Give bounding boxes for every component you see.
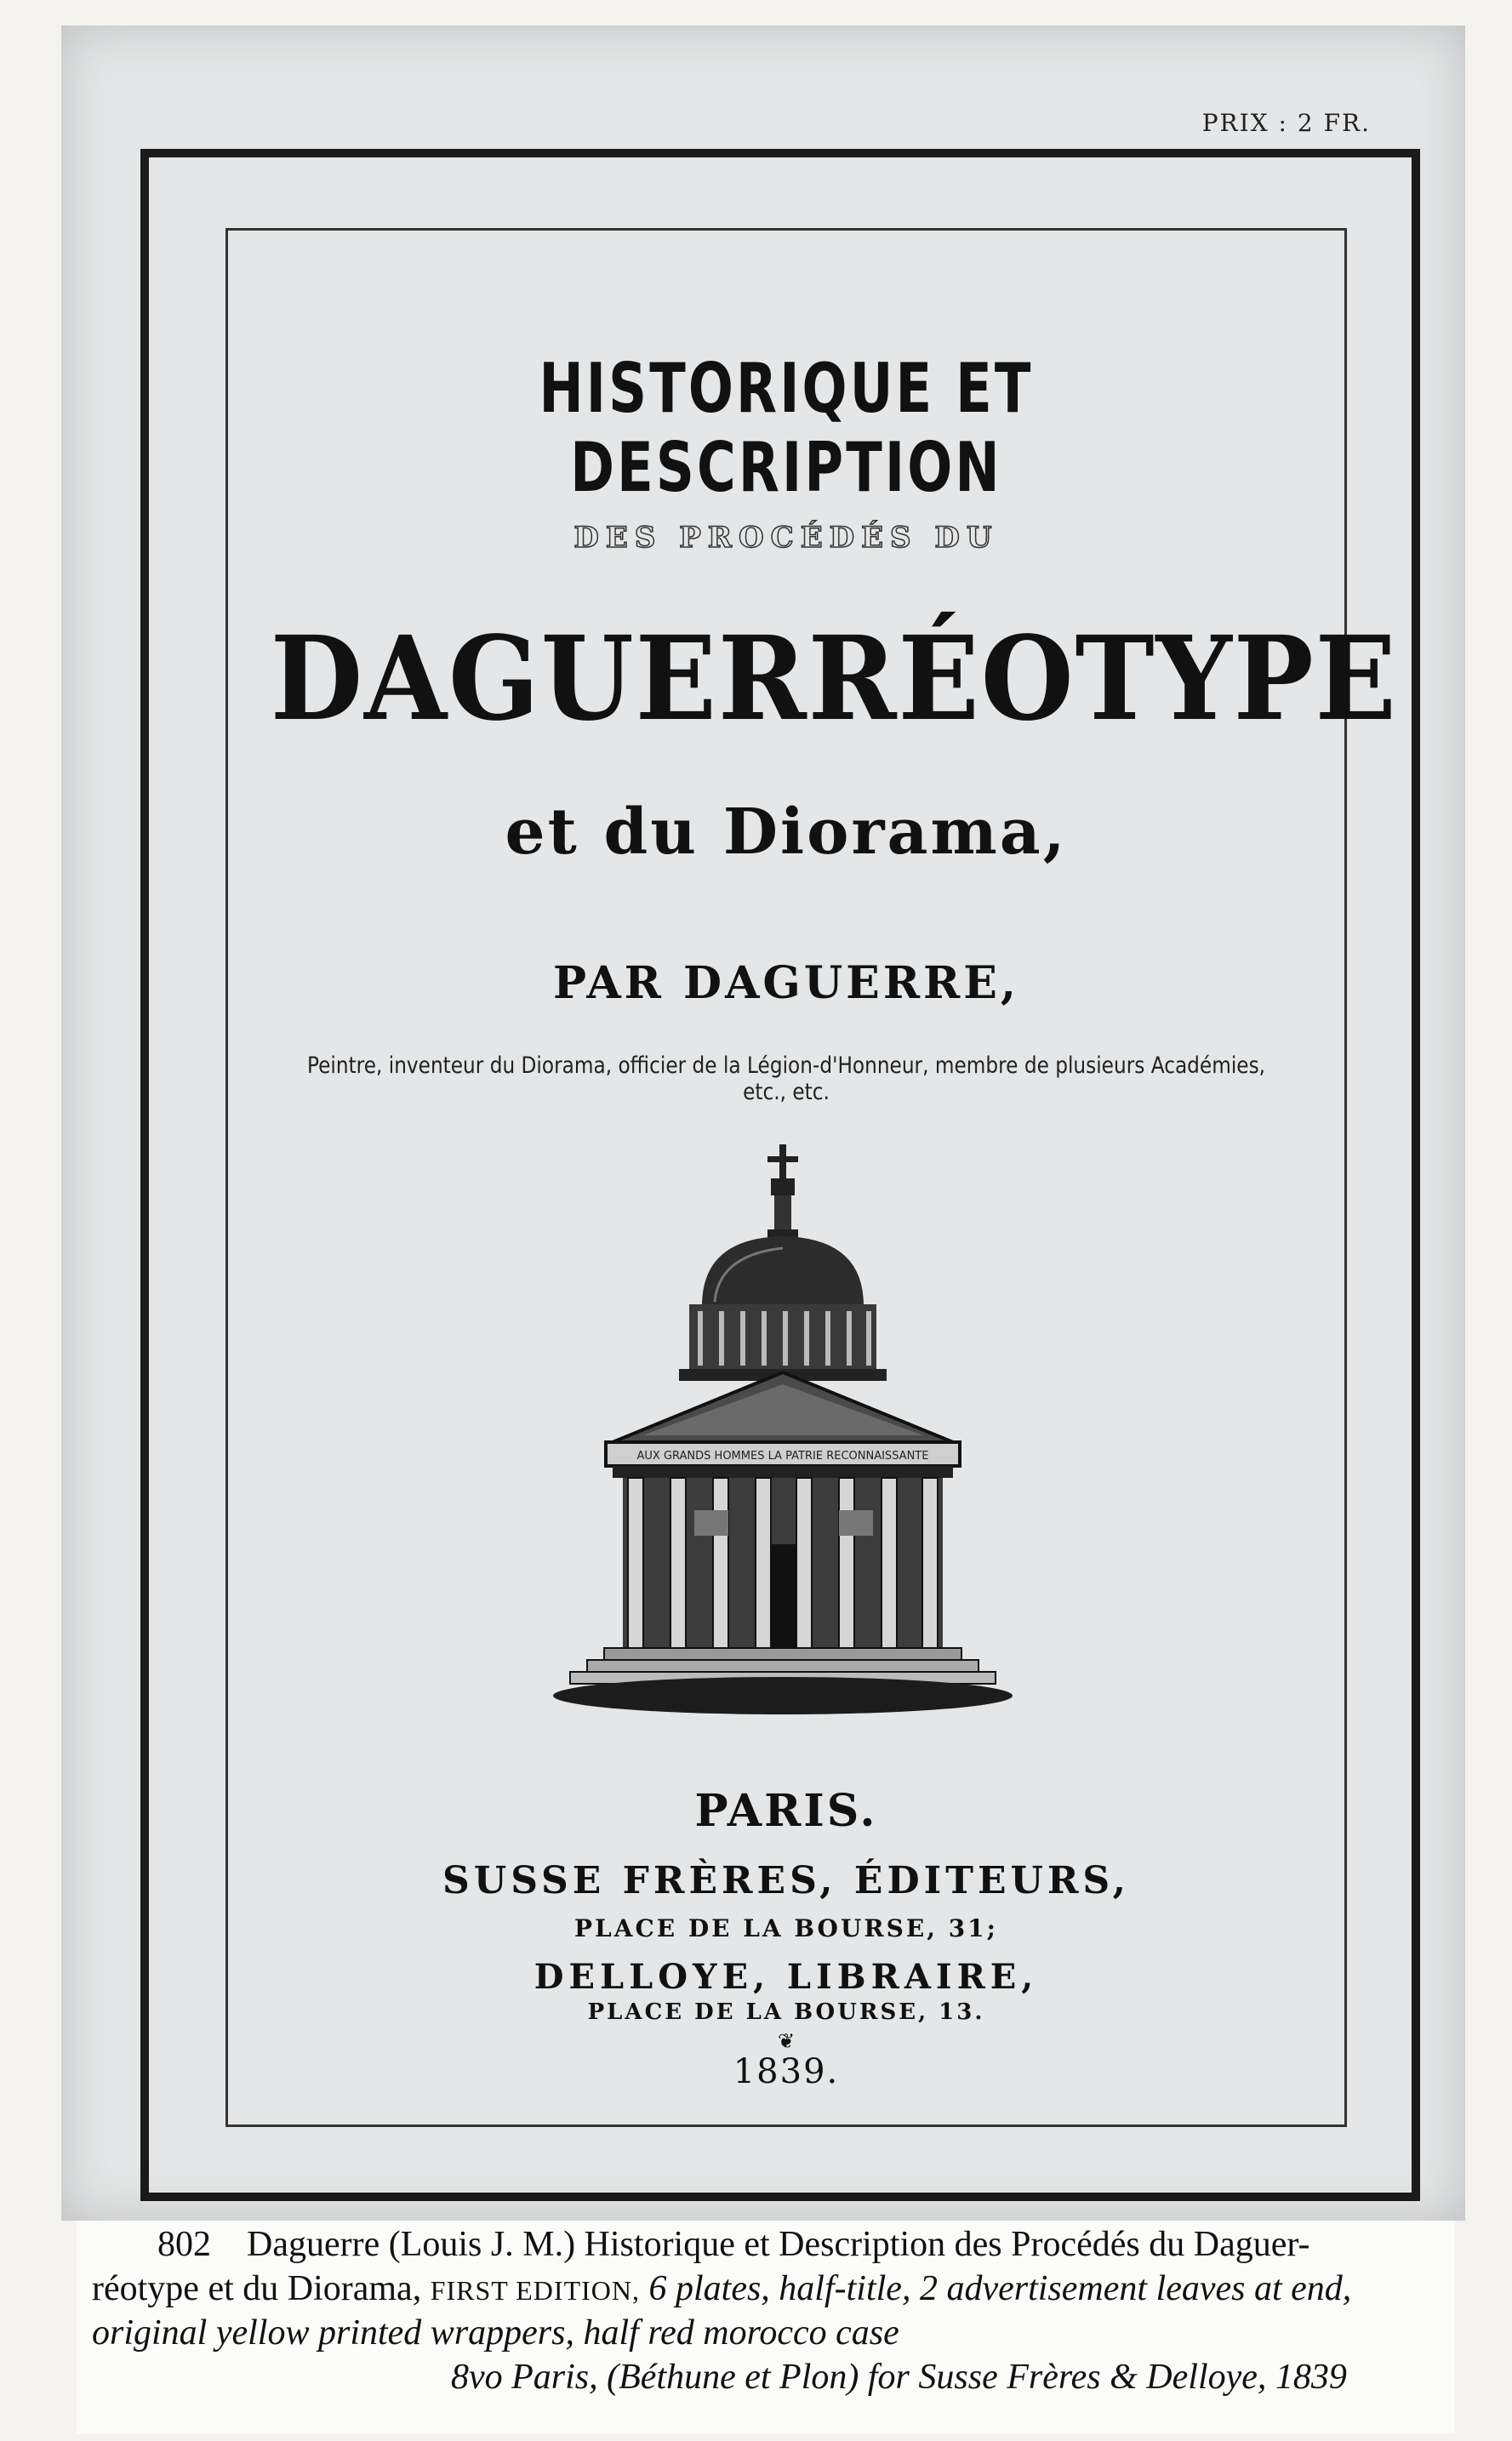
title-diorama: et du Diorama,: [505, 796, 1068, 869]
publisher-susse-address: PLACE DE LA BOURSE, 31;: [574, 1914, 998, 1942]
caption-line-4: 8vo Paris, (Béthune et Plon) for Susse Frères & Delloye, 1839: [451, 2358, 1347, 2397]
pantheon-engraving: [545, 1144, 1021, 1723]
caption-line-1: [157, 2224, 1309, 2265]
publisher-susse: SUSSE FRÈRES, ÉDITEURS,: [442, 1859, 1130, 1902]
title-line-1: HISTORIQUE ET DESCRIPTION: [539, 349, 1034, 507]
caption-line-3: original yellow printed wrappers, half red morocco case: [92, 2313, 899, 2353]
fleuron-icon: ❦: [777, 2029, 796, 2053]
catalogue-caption: [77, 2221, 1455, 2433]
ground-shadow: [553, 1677, 1013, 1714]
publication-year: 1839.: [733, 2052, 840, 2091]
lot-number: 802: [157, 2225, 211, 2264]
city-name: PARIS.: [694, 1785, 878, 1837]
author-description: Peintre, inventeur du Diorama, officier de la Légion-d'Honneur, membre de plusieurs Académies, etc., etc.: [306, 1052, 1266, 1105]
title-line-2: DES PROCÉDÉS DU: [573, 521, 999, 555]
author-line: PAR DAGUERRE,: [553, 957, 1019, 1009]
frieze-inscription: AUX GRANDS HOMMES LA PATRIE RECONNAISSANTE: [636, 1450, 929, 1463]
edition-label: FIRST EDITION,: [430, 2275, 640, 2306]
lantern-top: [767, 1144, 798, 1240]
caption-line-2: [92, 2268, 1351, 2309]
caption-line-2-rest: 6 plates, half-title, 2 advertisement leaves at end,: [648, 2269, 1352, 2308]
caption-line-2-start: réotype et du Diorama,: [92, 2269, 422, 2308]
door: [771, 1544, 796, 1648]
steps: [604, 1648, 961, 1660]
price-label: PRIX : 2 FR.: [1201, 109, 1371, 137]
title-daguerreotype: DAGUERRÉOTYPE: [270, 611, 1398, 747]
publisher-delloye-address: PLACE DE LA BOURSE, 13.: [587, 1999, 985, 2025]
caption-line-1-text: Daguerre (Louis J. M.) Historique et Description des Procédés du Daguer-: [247, 2225, 1310, 2264]
publisher-delloye: DELLOYE, LIBRAIRE,: [533, 1957, 1039, 1997]
